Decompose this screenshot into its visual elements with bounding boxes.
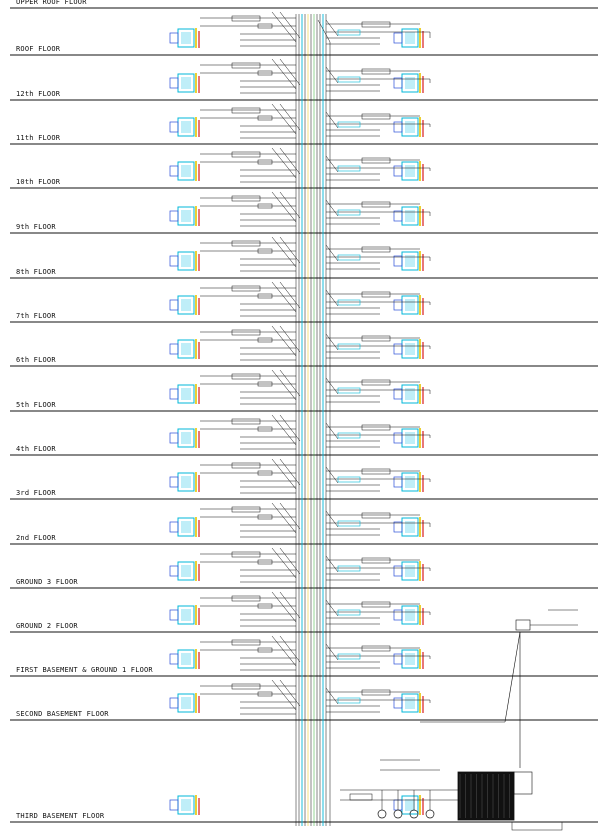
- landing-valve-icon: [394, 166, 402, 176]
- flow-switch-icon: [232, 241, 260, 246]
- flow-switch-icon: [362, 602, 390, 607]
- branch-diagonal: [326, 20, 338, 36]
- floor-label: 12th FLOOR: [16, 90, 61, 98]
- flow-switch-icon: [362, 336, 390, 341]
- flow-switch-icon: [232, 463, 260, 468]
- landing-valve-icon: [394, 344, 402, 354]
- supply-pipe: [505, 632, 520, 722]
- branch-diagonal: [272, 459, 296, 489]
- flow-switch-icon: [362, 690, 390, 695]
- landing-valve-icon: [170, 166, 178, 176]
- sprinkler-valve-body: [181, 697, 191, 709]
- branch-diagonal: [326, 644, 338, 660]
- sprinkler-valve-body: [181, 165, 191, 177]
- landing-valve-icon: [394, 78, 402, 88]
- landing-valve-icon: [170, 256, 178, 266]
- branch-diagonal: [326, 245, 338, 261]
- sprinkler-valve-body: [405, 165, 415, 177]
- landing-valve-icon: [394, 389, 402, 399]
- branch-diagonal: [326, 556, 338, 572]
- sprinkler-valve-body: [405, 653, 415, 665]
- landing-valve-icon: [394, 33, 402, 43]
- branch-diagonal: [326, 511, 338, 527]
- flow-switch-icon: [362, 292, 390, 297]
- branch-diagonal: [326, 600, 338, 616]
- sprinkler-valve-body: [181, 653, 191, 665]
- flow-switch-icon: [338, 698, 360, 703]
- branch-diagonal: [272, 59, 296, 89]
- branch-diagonal: [326, 334, 338, 350]
- valve-box-icon: [350, 794, 372, 800]
- flow-switch-icon: [338, 610, 360, 615]
- branch-diagonal: [326, 112, 338, 128]
- flow-switch-icon: [338, 122, 360, 127]
- flow-switch-icon: [338, 566, 360, 571]
- branch-diagonal: [326, 423, 338, 439]
- sprinkler-valve-body: [405, 32, 415, 44]
- floor-label: 8th FLOOR: [16, 268, 56, 276]
- floor-label: FIRST BASEMENT & GROUND 1 FLOOR: [16, 666, 153, 674]
- sprinkler-valve-body: [181, 476, 191, 488]
- sprinkler-valve-body: [405, 299, 415, 311]
- floor-label: 2nd FLOOR: [16, 534, 56, 542]
- sprinkler-valve-body: [405, 432, 415, 444]
- sprinkler-valve-body: [181, 32, 191, 44]
- flow-switch-icon: [362, 380, 390, 385]
- floor-label: 4th FLOOR: [16, 445, 56, 453]
- branch-diagonal: [272, 326, 296, 356]
- flow-switch-icon: [232, 596, 260, 601]
- flow-switch-icon: [362, 513, 390, 518]
- landing-valve-icon: [394, 477, 402, 487]
- flow-switch-icon: [232, 108, 260, 113]
- landing-valve-icon: [170, 698, 178, 708]
- flow-switch-icon: [232, 196, 260, 201]
- flow-switch-icon: [232, 507, 260, 512]
- flow-switch-icon: [232, 374, 260, 379]
- sprinkler-valve-body: [181, 77, 191, 89]
- pump-icon: [426, 810, 434, 818]
- flow-switch-icon: [232, 552, 260, 557]
- landing-valve-icon: [394, 433, 402, 443]
- landing-valve-icon: [394, 256, 402, 266]
- landing-valve-icon: [394, 300, 402, 310]
- landing-valve-icon: [170, 654, 178, 664]
- flow-switch-icon: [362, 558, 390, 563]
- pressure-tank-icon: [516, 620, 530, 630]
- branch-diagonal: [326, 378, 338, 394]
- branch-diagonal: [326, 67, 338, 83]
- sprinkler-valve-body: [181, 565, 191, 577]
- flow-switch-icon: [362, 69, 390, 74]
- flow-switch-icon: [232, 16, 260, 21]
- flow-switch-icon: [362, 202, 390, 207]
- legend-box: [512, 822, 562, 830]
- sprinkler-valve-body: [181, 521, 191, 533]
- landing-valve-icon: [170, 122, 178, 132]
- sprinkler-valve-body: [181, 121, 191, 133]
- sprinkler-valve-body: [405, 565, 415, 577]
- sprinkler-valve-body: [181, 799, 191, 811]
- branch-diagonal: [272, 636, 296, 666]
- floor-label: ROOF FLOOR: [16, 45, 61, 53]
- branch-diagonal: [326, 200, 338, 216]
- branch-diagonal: [326, 156, 338, 172]
- flow-switch-icon: [362, 114, 390, 119]
- floor-label: GROUND 2 FLOOR: [16, 622, 78, 630]
- branch-diagonal: [326, 290, 338, 306]
- landing-valve-icon: [170, 522, 178, 532]
- landing-valve-icon: [170, 800, 178, 810]
- branch-diagonal: [272, 370, 296, 400]
- landing-valve-icon: [170, 610, 178, 620]
- floor-label: 9th FLOOR: [16, 223, 56, 231]
- landing-valve-icon: [170, 389, 178, 399]
- flow-switch-icon: [362, 247, 390, 252]
- floor-label: 11th FLOOR: [16, 134, 61, 142]
- landing-valve-icon: [170, 211, 178, 221]
- sprinkler-valve-body: [405, 697, 415, 709]
- flow-switch-icon: [338, 477, 360, 482]
- branch-diagonal: [272, 503, 296, 533]
- floor-label: 10th FLOOR: [16, 178, 61, 186]
- landing-valve-icon: [170, 344, 178, 354]
- landing-valve-icon: [170, 566, 178, 576]
- water-tank-icon: [458, 772, 514, 820]
- sprinkler-valve-body: [181, 210, 191, 222]
- flow-switch-icon: [232, 419, 260, 424]
- landing-valve-icon: [394, 654, 402, 664]
- sprinkler-valve-body: [181, 432, 191, 444]
- sprinkler-valve-body: [181, 299, 191, 311]
- floor-label: 7th FLOOR: [16, 312, 56, 320]
- landing-valve-icon: [394, 211, 402, 221]
- branch-diagonal: [272, 148, 296, 178]
- flow-switch-icon: [362, 425, 390, 430]
- tank-inlet-icon: [514, 772, 532, 794]
- branch-diagonal: [272, 415, 296, 445]
- floor-label: SECOND BASEMENT FLOOR: [16, 710, 109, 718]
- floor-label: 5th FLOOR: [16, 401, 56, 409]
- branch-diagonal: [326, 688, 338, 704]
- branch-diagonal: [272, 680, 296, 710]
- flow-switch-icon: [338, 433, 360, 438]
- flow-switch-icon: [232, 63, 260, 68]
- flow-switch-icon: [338, 166, 360, 171]
- flow-switch-icon: [338, 388, 360, 393]
- pump-icon: [394, 810, 402, 818]
- branch-diagonal: [272, 12, 296, 42]
- branch-diagonal: [272, 192, 296, 222]
- flow-switch-icon: [362, 158, 390, 163]
- sprinkler-valve-body: [405, 609, 415, 621]
- sprinkler-valve-body: [405, 476, 415, 488]
- floor-label: GROUND 3 FLOOR: [16, 578, 78, 586]
- branch-diagonal: [272, 104, 296, 134]
- flow-switch-icon: [232, 330, 260, 335]
- landing-valve-icon: [394, 566, 402, 576]
- flow-switch-icon: [338, 654, 360, 659]
- floor-label: UPPER ROOF FLOOR: [16, 0, 87, 6]
- flow-switch-icon: [338, 300, 360, 305]
- sprinkler-valve-body: [181, 609, 191, 621]
- flow-switch-icon: [338, 521, 360, 526]
- branch-diagonal: [272, 237, 296, 267]
- landing-valve-icon: [394, 610, 402, 620]
- sprinkler-valve-body: [405, 121, 415, 133]
- landing-valve-icon: [170, 78, 178, 88]
- landing-valve-icon: [394, 122, 402, 132]
- flow-switch-icon: [232, 286, 260, 291]
- flow-switch-icon: [338, 344, 360, 349]
- branch-diagonal: [272, 548, 296, 578]
- flow-switch-icon: [338, 255, 360, 260]
- flow-switch-icon: [232, 640, 260, 645]
- sprinkler-valve-body: [181, 343, 191, 355]
- flow-switch-icon: [338, 210, 360, 215]
- floor-label: 3rd FLOOR: [16, 489, 56, 497]
- floor-label: THIRD BASEMENT FLOOR: [16, 812, 105, 820]
- flow-switch-icon: [338, 77, 360, 82]
- flow-switch-icon: [232, 684, 260, 689]
- branch-diagonal: [272, 592, 296, 622]
- flow-switch-icon: [232, 152, 260, 157]
- landing-valve-icon: [170, 300, 178, 310]
- sprinkler-valve-body: [181, 388, 191, 400]
- flow-switch-icon: [338, 30, 360, 35]
- sprinkler-valve-body: [405, 799, 415, 811]
- landing-valve-icon: [394, 698, 402, 708]
- flow-switch-icon: [362, 22, 390, 27]
- branch-diagonal: [326, 467, 338, 483]
- floor-label: 6th FLOOR: [16, 356, 56, 364]
- sprinkler-valve-body: [181, 255, 191, 267]
- landing-valve-icon: [170, 433, 178, 443]
- landing-valve-icon: [170, 477, 178, 487]
- flow-switch-icon: [362, 646, 390, 651]
- landing-valve-icon: [394, 522, 402, 532]
- flow-switch-icon: [362, 469, 390, 474]
- branch-diagonal: [272, 282, 296, 312]
- pump-icon: [378, 810, 386, 818]
- landing-valve-icon: [170, 33, 178, 43]
- sprinkler-valve-body: [405, 343, 415, 355]
